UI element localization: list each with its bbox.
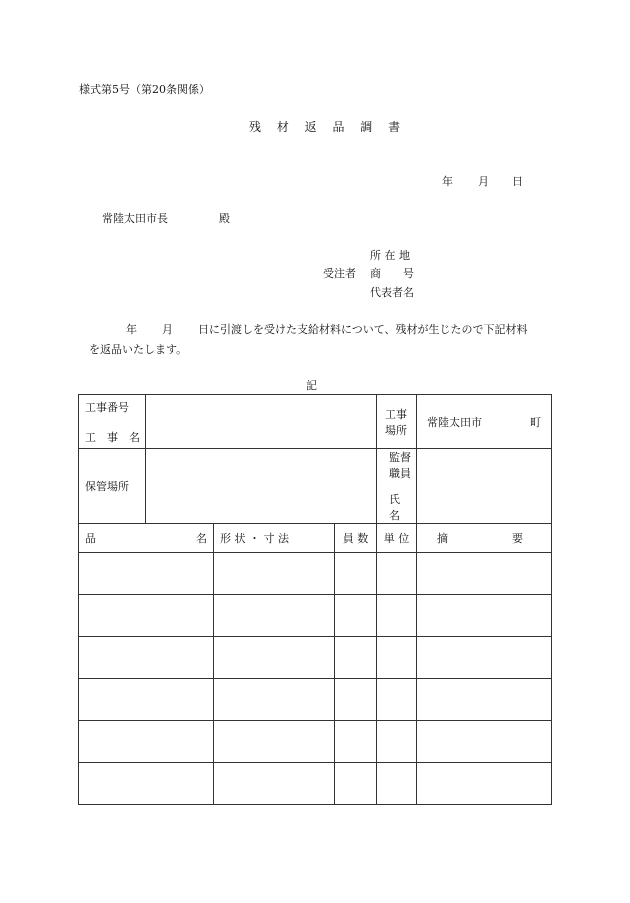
item-name-cell[interactable] bbox=[79, 595, 214, 637]
supervisor-label-line2: 氏 名 bbox=[389, 493, 423, 522]
unit-cell[interactable] bbox=[377, 595, 417, 637]
item-name-cell[interactable] bbox=[79, 721, 214, 763]
table-row bbox=[79, 637, 552, 679]
return-items-table bbox=[78, 394, 552, 805]
contractor-representative-label: 代表者名 bbox=[370, 286, 414, 299]
ki-heading: 記 bbox=[306, 379, 317, 392]
table-row bbox=[79, 679, 552, 721]
work-place-town: 町 bbox=[530, 415, 542, 429]
remarks-cell[interactable] bbox=[417, 679, 552, 721]
date-month-label: 月 bbox=[478, 175, 489, 188]
quantity-cell[interactable] bbox=[335, 763, 377, 805]
table-row bbox=[79, 595, 552, 637]
shape-size-cell[interactable] bbox=[214, 595, 335, 637]
quantity-cell[interactable] bbox=[335, 553, 377, 595]
item-name-cell[interactable] bbox=[79, 553, 214, 595]
item-name-cell[interactable] bbox=[79, 679, 214, 721]
addressee-honorific: 殿 bbox=[219, 212, 230, 225]
body-month-label: 月 bbox=[162, 323, 173, 336]
quantity-cell[interactable] bbox=[335, 637, 377, 679]
remarks-cell[interactable] bbox=[417, 721, 552, 763]
remarks-cell[interactable] bbox=[417, 595, 552, 637]
header-remarks bbox=[417, 524, 552, 553]
body-year-label: 年 bbox=[126, 323, 137, 336]
quantity-cell[interactable] bbox=[335, 721, 377, 763]
storage-place-label: 保管場所 bbox=[79, 449, 146, 524]
supervisor-label-line1: 監督職員 bbox=[389, 451, 412, 480]
date-year-label: 年 bbox=[442, 175, 453, 188]
table-row bbox=[79, 763, 552, 805]
header-item-name bbox=[79, 524, 214, 553]
header-item-name-a: 品 bbox=[85, 532, 96, 545]
unit-cell[interactable] bbox=[377, 637, 417, 679]
work-number-name-cell bbox=[79, 395, 146, 449]
header-shape-size: 形 状 ・ 寸 法 bbox=[214, 524, 335, 553]
contractor-address-label: 所 在 地 bbox=[370, 249, 410, 262]
unit-cell[interactable] bbox=[377, 763, 417, 805]
work-number-label: 工事番号 bbox=[85, 400, 129, 414]
table-row bbox=[79, 553, 552, 595]
work-number-name-value[interactable] bbox=[146, 395, 377, 449]
document-title: 残 材 返 品 調 書 bbox=[249, 120, 407, 134]
shape-size-cell[interactable] bbox=[214, 637, 335, 679]
shape-size-cell[interactable] bbox=[214, 763, 335, 805]
storage-place-value[interactable] bbox=[146, 449, 377, 524]
table-row bbox=[79, 721, 552, 763]
shape-size-cell[interactable] bbox=[214, 553, 335, 595]
remarks-cell[interactable] bbox=[417, 637, 552, 679]
work-place-value[interactable] bbox=[417, 395, 552, 449]
body-text-line1: 日に引渡しを受けた支給材料について、残材が生じたので下記材料 bbox=[198, 323, 528, 336]
remarks-cell[interactable] bbox=[417, 553, 552, 595]
quantity-cell[interactable] bbox=[335, 679, 377, 721]
header-unit: 単 位 bbox=[377, 524, 417, 553]
shape-size-cell[interactable] bbox=[214, 679, 335, 721]
form-number: 様式第5号（第20条関係） bbox=[79, 83, 210, 96]
unit-cell[interactable] bbox=[377, 721, 417, 763]
work-name-label: 工 事 名 bbox=[85, 430, 140, 444]
header-remarks-b: 要 bbox=[512, 532, 524, 545]
header-quantity: 員 数 bbox=[335, 524, 377, 553]
supervisor-cell bbox=[377, 449, 423, 524]
supervisor-value[interactable] bbox=[417, 449, 552, 524]
body-text-line2: を返品いたします。 bbox=[89, 343, 188, 356]
work-place-city: 常陸太田市 bbox=[427, 415, 483, 429]
contractor-label: 受注者 bbox=[323, 267, 356, 280]
contractor-trade-name-label: 商 号 bbox=[370, 267, 414, 280]
addressee-name: 常陸太田市長 bbox=[102, 212, 168, 225]
work-place-label: 工事場所 bbox=[377, 395, 417, 449]
item-name-cell[interactable] bbox=[79, 763, 214, 805]
quantity-cell[interactable] bbox=[335, 595, 377, 637]
header-item-name-b: 名 bbox=[196, 532, 207, 545]
unit-cell[interactable] bbox=[377, 679, 417, 721]
remarks-cell[interactable] bbox=[417, 763, 552, 805]
header-remarks-a: 摘 bbox=[437, 532, 449, 545]
unit-cell[interactable] bbox=[377, 553, 417, 595]
shape-size-cell[interactable] bbox=[214, 721, 335, 763]
date-day-label: 日 bbox=[512, 175, 523, 188]
item-name-cell[interactable] bbox=[79, 637, 214, 679]
